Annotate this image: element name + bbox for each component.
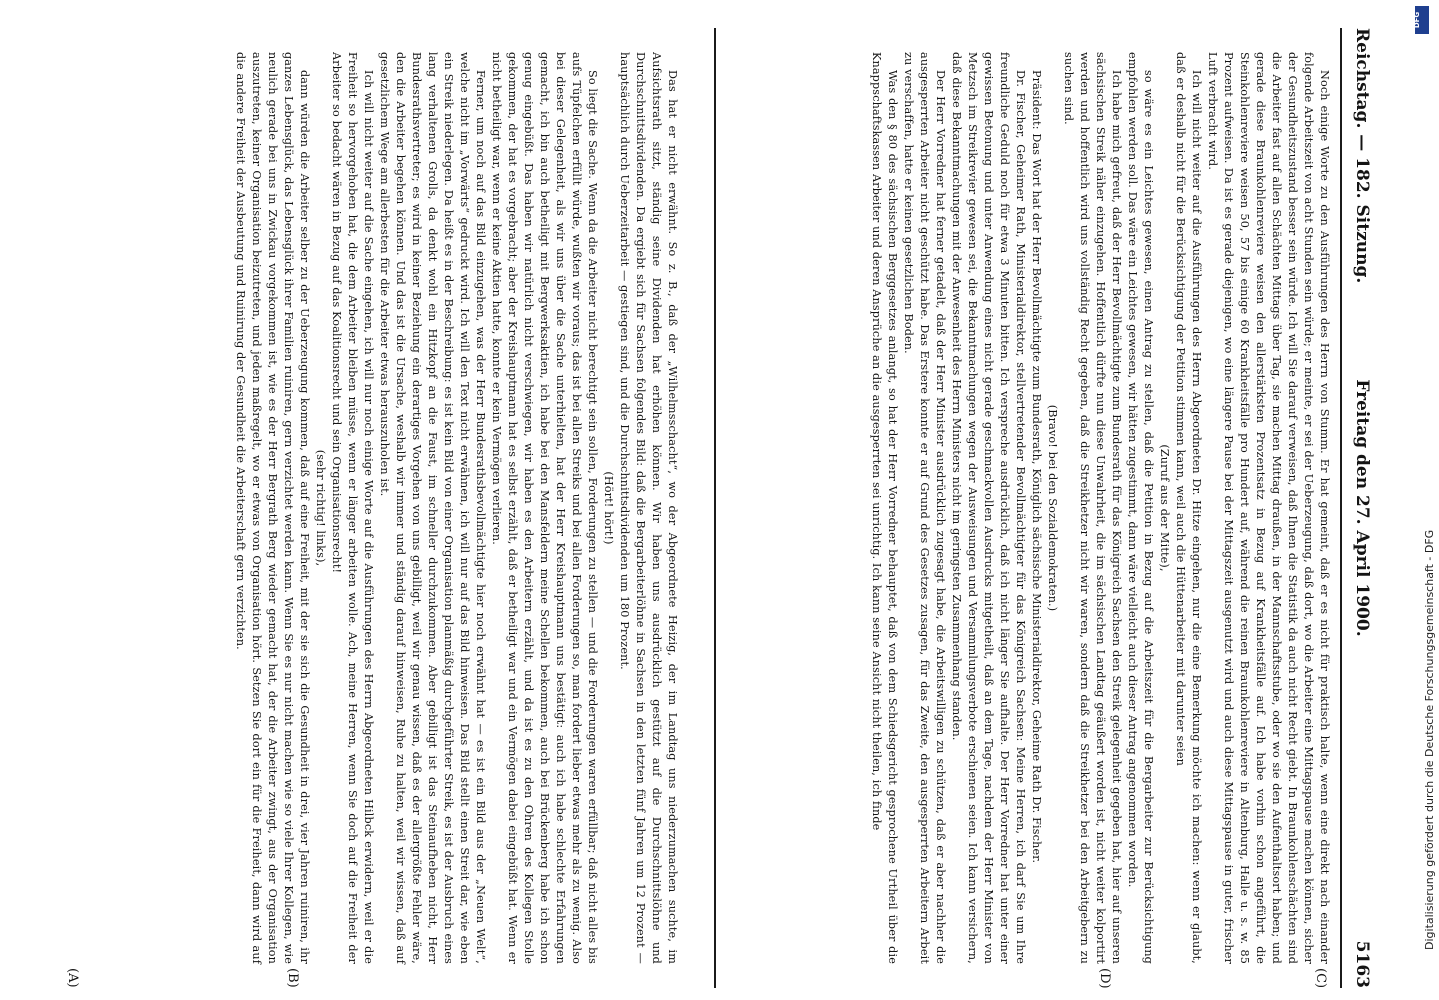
interjection: (Bravo! bei den Sozialdemokraten.) bbox=[1046, 404, 1059, 612]
page-number: 5163 bbox=[1352, 940, 1372, 988]
page-header bbox=[1340, 28, 1380, 988]
column-right-text bbox=[742, 52, 1332, 964]
paragraph: Ich will nicht weiter auf die Ausführungen des Herrn Abgeordneten Dr. Hitze eingehen, nur die eine Bemerkung möchte ich machen: wenn er glaubt, daß er deshalb nicht für die Berücksichtigung der Petition stimmen kann, weil auch die Hüttenarbeiter mit darunter seien bbox=[1174, 52, 1203, 964]
paragraph: Ich will nicht weiter auf die Sache eingehen, ich will nur noch einige Worte auf die Ausführungen des Herrn Abgeordneten Hilbck erwidern, weil er die Freiheit so hervorgehoben hat, die dem Arbeiter bleiben müsse, wenn er länger arbeiten wolle. Ach, meine Herren, wenn Sie doch auf die Freiheit der Arbeiter so bedacht wären in Bezug auf das Koalitionsrecht und sein Organisationsrecht! bbox=[330, 52, 375, 964]
paragraph: so wäre es ein Leichtes gewesen, einen Antrag zu stellen, daß die Petition in Bezug auf die Arbeitszeit für die Bergarbeiter zur Berücksichtigung empfohlen werden soll. Das wäre ein Leichtes gewesen, wir hätten zugestimmt, dann wäre vielleicht auch dieser Antrag angenommen worden. bbox=[1126, 52, 1155, 964]
paragraph: Ich habe mich gefreut, daß der Herr Bevollmächtigte zum Bundesrath für das Königreich Sachsen den Streik gelegenheit gegeben hat, hier auf unseren sächsischen Streik näher einzugehen. Hoffentlich dürfte nun diese Unwahrheit, die im sächsischen Landtag geäußert worden ist, nicht weiter kolportirt werden und hoffentlich wird uns vollständig Recht gegeben, daß die Streikhetzer nicht wir waren, sondern daß die Streikhetzer bei den Arbeitgebern zu suchen sind. bbox=[1062, 52, 1123, 964]
paragraph: Ferner, um noch auf das Bild einzugehen, was der Herr Bundesrathsbevollmächtigte hier noch erwähnt hat — es ist ein Bild aus der „Neuen Welt“, welche nicht im „Vorwärts“ gedruckt wird. Ich will den Text nicht erwähnen, ich will nur auf das Bild hinweisen. Das Bild stellt einen Streit dar, wie eben ein Streik niederlegen. Da heißt es in der Beschreibung: es ist kein Bild von einer Organisation planmäßig durchgeführter Streik, es ist der Ausbruch eines lang verhaltenen Grolls, da denkt wohl ein Hitzkopf an die Faust, im schneller durchzukommen. Aber gebilligt ist das Steinaufheben nicht, Herr Bundesrathsvertreter; es wird in keiner Beziehung ein derartiges Vorgehen von uns gebilligt, weil wir genau wissen, daß es der allergrößte Fehler wäre, den die Arbeiter begehen können. Und das ist die Ursache, weshalb wir immer und ständig darauf hinweisen, Ruhe zu halten, weil wir wissen, daß auf gesetzlichem Wege am allerbesten für die Arbeiter etwas herauszuholen ist. bbox=[378, 52, 487, 964]
margin-mark-d: (D) bbox=[1097, 968, 1112, 989]
paragraph: So liegt die Sache. Wenn da die Arbeiter nicht berechtigt sein sollen, Forderungen zu stellen — und die Forderungen waren erfüllbar; daß nicht alles bis aufs Tüpfelchen erfüllt würde, wußten wir voraus; das ist bei allen Streiks und bei allen Forderungen so, man fordert lieber etwas mehr als zu wenig. Also bei dieser Gelegenheit, als wir uns über die Sache unterhielten, hat der Herr Kreishauptmann uns bestätigt: auch ich habe schlechte Erfahrungen gemacht, ich bin auch betheiligt mit Bergwerksaktien, ich habe bei den Mansfeldern meine Schellen bekommen, auch bei Brückenberg habe ich schon genug eingebüßt. Das haben wir natürlich nicht verschwiegen, wir haben es den Arbeitern erzählt, und da ist es zu den Ohren des Kollegen Stolle gekommen, der hat es vorgebracht; aber der Kreishauptmann hat es selbst erzählt, daß er betheiligt war und ein Vermögen dabei eingebüßt hat. Wenn er nicht betheiligt war, wenn er keine Aktien hatte, konnte er kein Vermögen verlieren. bbox=[490, 52, 599, 964]
paragraph: Das hat er nicht erwähnt. So z. B., daß der „Wilhelmsschacht“, wo der Abgeordnete Heizig, der im Landtag uns niederzumachen suchte, im Aufsichtsrath sitzt, ständig seine Dividenden hat erhöhen können. Wir haben uns ausdrücklich gestützt auf die Durchschnittslöhne und Durchschnittsdividenden. Da ergiebt sich für Sachsen folgendes Bild: daß die Bergarbeiterlöhne in Sachsen in den letzten fünf Jahren um 12 Prozent — hauptsächlich durch Ueberzeitarbeit — gestiegen sind, und die Durchschnittsdividenden um 180 Prozent. bbox=[618, 52, 679, 964]
column-left-text bbox=[70, 52, 680, 964]
rotated-page-scan bbox=[50, 28, 1380, 988]
dfg-logo bbox=[1415, 6, 1429, 34]
paragraph: Der Herr Vorredner hat ferner getadelt, daß der Herr Minister ausdrücklich zugesagt habe, die Arbeitswilligen zu schützen, daß er aber nachher die ausgesperrten Arbeiter nicht geschützt habe. Das Erstere konnte er auf Grund des Gesetzes zusagen, für das Zweite, den ausgesperrten Arbeitern Arbeit zu verschaffen, hatte er keinen gesetzlichen Boden. bbox=[902, 52, 947, 964]
header-rule bbox=[1340, 28, 1342, 988]
interjection: (sehr richtig! links), bbox=[314, 449, 327, 567]
paragraph: dann würden die Arbeiter selber zu der Ueberzeugung kommen, daß auf eine Freiheit, mit der sie sich die Gesundheit in drei, vier Jahren ruiniren, ihr ganzes Lebensglück, das Lebensglück ihrer Familien ruiniren, gern verzichtet werden kann. Wenn Sie es nur nicht machen wie so viele Ihrer Kollegen, wie neulich gerade bei uns in Zwickau vorgekommen ist, wie es der Herr Bergrath Berg wieder gemacht hat, der die Arbeiter zwingt, aus der Organisation auszutreten, keiner Organisation beizutreten, und jeden maßregelt, wo er etwas von Organisation hört. Setzen Sie dort ein für die Freiheit, dann wird auf die andere Freiheit der Ausbeutung und Ruinirung der Gesundheit die Arbeiterschaft gern verzichten. bbox=[234, 52, 311, 964]
dfg-logo-text: DFG bbox=[1413, 11, 1422, 29]
header-date: Freitag den 27. April 1900. bbox=[1352, 379, 1372, 637]
credit-text: Digitalisierung gefördert durch die Deutsche Forschungsgemeinschaft - DFG bbox=[1423, 529, 1436, 950]
margin-mark-a: (A) bbox=[65, 968, 80, 988]
interjection: (Hört! hört!) bbox=[602, 471, 615, 545]
margin-mark-c: (C) bbox=[1313, 968, 1328, 989]
margin-mark-b: (B) bbox=[285, 968, 300, 988]
sidebar-credit bbox=[1405, 60, 1436, 950]
paragraph: Dr. Fischer, Geheimer Rath, Ministerialdirektor, stellvertretender Bevollmächtigter für das Königreich Sachsen: Meine Herren, ich darf Sie um Ihre freundliche Geduld noch für etwa 3 Minuten bitten. Ich verspreche ausdrücklich, daß ich nicht länger Sie aufhalte. Der Herr Vorredner hat unter einer gewissen Betonung und unter Anwendung eines nicht gerade geschmackvollen Ausdrucks mitgetheilt, daß an dem Tage, nachdem der Herr Minister von Metzsch im Streikrevier gewesen sei, die Bekanntmachungen wegen der Ausweisungen und Versammlungsverbote erschienen seien. Ich kann versichern, daß diese Bekanntmachungen mit der Anwesenheit des Herrn Ministers nicht im geringsten Zusammenhang standen. bbox=[950, 52, 1027, 964]
paragraph: Noch einige Worte zu den Ausführungen des Herrn von Stumm. Er hat gemeint, daß er es nicht für praktisch halte, wenn eine direkt nach einander folgende Arbeitszeit von acht Stunden sein würde; er meinte, er sei der Ueberzeugung, daß dort, wo die Arbeiter eine Mittagspause machen können, sicher der Gesundheitszustand besser sein würde. Ich will Sie darauf verweisen, daß Ihnen die Statistik da auch nicht Recht giebt. In Braunkohlenschächten sind die Arbeiter fast auf allen Schächten Mittags über Tag, sie machen Mittag draußen, in der Mannschaftsstube, oder wo sie den Aufenthaltsort haben; und gerade diese Braunkohlenreviere weisen den allerstärksten Prozentsatz in Bezug auf Krankheitsfälle auf. Ich habe vorhin schon angeführt, die Steinkohlenreviere weisen 50, 57 bis einige 60 Krankheitsfälle pro Hundert auf, während die reinen Braunkohlenreviere in Altenburg, Halle u. s. w. 85 Prozent aufweisen. Da ist es gerade diejenigen, wo eine längere Pause bei der Mittagszeit ausgenutzt wird und auch diese Mittagspause in guter, frischer Luft verbracht wird. bbox=[1206, 52, 1331, 964]
paragraph: Präsident: Das Wort hat der Herr Bevollmächtigte zum Bundesrath, Königlich sächsische Ministerialdirektor, Geheime Rath Dr. Fischer. bbox=[1030, 70, 1043, 864]
header-session: Reichstag. — 182. Sitzung. bbox=[1352, 28, 1372, 284]
interjection: (Zuruf aus der Mitte), bbox=[1158, 444, 1171, 572]
column-rule bbox=[714, 28, 716, 988]
paragraph: Was den § 80 des sächsischen Berggesetzes anlangt, so hat der Herr Vorredner behauptet, daß von dem Schiedsgericht gesprochene Urtheil über die Knappschaftskassen Arbeiter und deren Ansprüche an die ausgesperrten sei unrichtig. Ich kann seine Ansicht nicht theilen, ich finde bbox=[870, 52, 899, 964]
